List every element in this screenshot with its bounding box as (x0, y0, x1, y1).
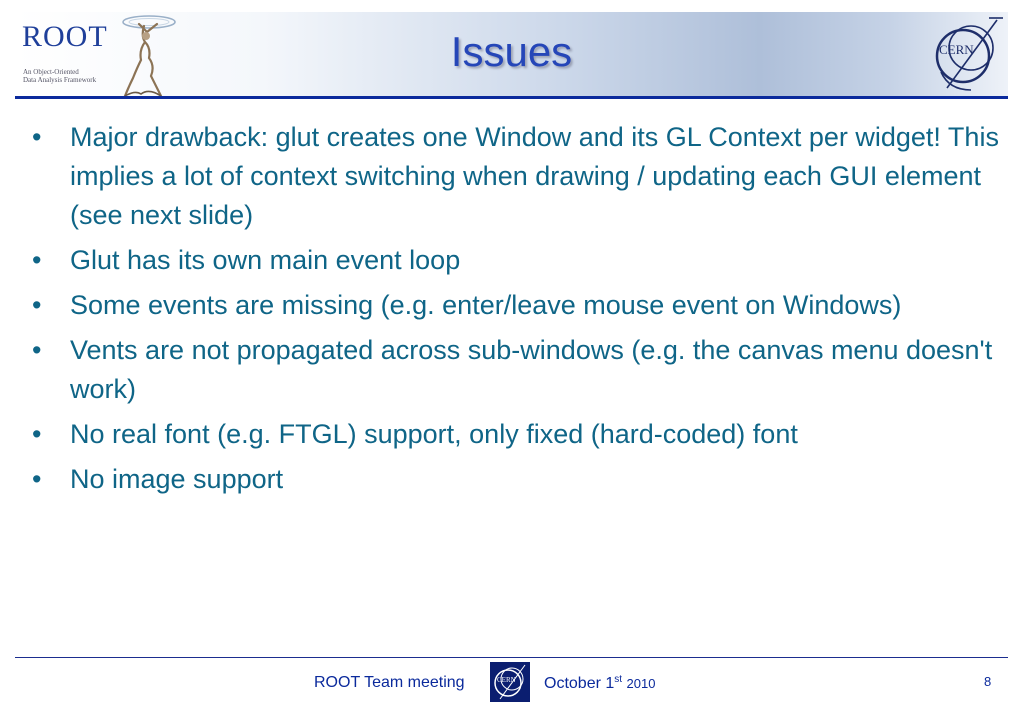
bullet-list (32, 118, 1002, 505)
bullet-text: Major drawback: glut creates one Window and its GL Context per widget! This implies a lot of context switching when drawing / updating each GUI element (see next slide) (70, 122, 999, 230)
bullet-item (32, 331, 1002, 409)
bullet-item (32, 460, 1002, 499)
bullet-item (32, 415, 1002, 454)
bullet-item (32, 286, 1002, 325)
page-number: 8 (984, 674, 992, 689)
bullet-text: Glut has its own main event loop (70, 245, 461, 275)
bullet-marker: • (32, 290, 42, 320)
footer-date-main: October 1 (544, 675, 615, 692)
bullet-text: No image support (70, 464, 284, 494)
bullet-text: Vents are not propagated across sub-windows (e.g. the canvas menu doesn't work) (70, 335, 993, 404)
footer-rule (15, 657, 1008, 658)
bullet-marker: • (32, 245, 42, 275)
bullet-marker: • (32, 464, 42, 494)
root-logo-tagline-1: An Object-Oriented (23, 68, 79, 76)
footer-date-suffix: st (614, 674, 623, 685)
header-rule (15, 96, 1008, 99)
slide-title: Issues (450, 28, 573, 75)
footer-cern-logo-icon (490, 662, 530, 702)
bullet-text: No real font (e.g. FTGL) support, only fixed (hard-coded) font (70, 419, 798, 449)
bullet-marker: • (32, 419, 42, 449)
footer-date (544, 674, 655, 693)
cern-logo-text: CERN (939, 42, 974, 57)
bullet-marker: • (32, 335, 42, 365)
root-logo-word: ROOT (22, 20, 108, 53)
root-logo-tagline-2: Data Analysis Framework (23, 76, 97, 84)
footer-meeting-label: ROOT Team meeting (314, 674, 465, 691)
bullet-marker: • (32, 122, 42, 152)
footer-date-year: 2010 (626, 676, 656, 691)
footer-cern-logo-text: CERN (497, 676, 516, 684)
bullet-item (32, 118, 1002, 235)
bullet-item (32, 241, 1002, 280)
bullet-text: Some events are missing (e.g. enter/leave mouse event on Windows) (70, 290, 902, 320)
